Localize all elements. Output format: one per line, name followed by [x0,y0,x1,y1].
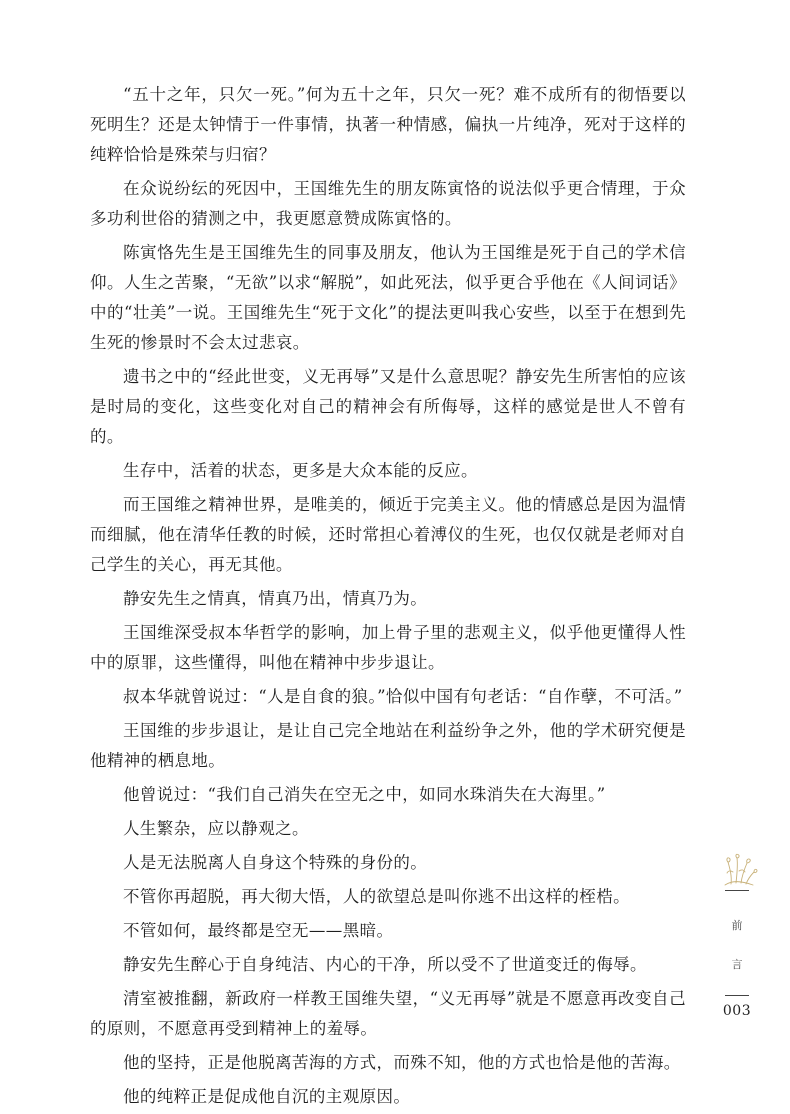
flower-sketch-icon [719,852,759,888]
page-number: 003 [722,1003,752,1019]
paragraph: 生存中，活着的状态，更多是大众本能的反应。 [123,461,478,480]
paragraph: 不管如何，最终都是空无——黑暗。 [123,921,394,940]
paragraph: “五十之年，只欠一死。”何为五十之年，只欠一死？难不成所有的彻悟要以死明生？还是太钟情于一件事情，执著一种情感，偏执一片纯净，死对于这样的纯粹恰恰是殊荣与归宿？ [90,85,686,164]
side-tab-char: 前 [731,919,743,932]
paragraph: 遗书之中的“经此世变，义无再辱”又是什么意思呢？静安先生所害怕的应该是时局的变化，这些变化对自己的精神会有所侮辱，这样的感觉是世人不曾有的。 [90,367,686,446]
paragraph: 静安先生之情真，情真乃出，情真乃为。 [123,589,428,608]
side-tab-char: 言 [731,958,743,971]
paragraph: 人生繁杂，应以静观之。 [123,819,309,838]
paragraph: 陈寅恪先生是王国维先生的同事及朋友，他认为王国维是死于自己的学术信仰。人生之苦聚，“无欲”以求“解脱”，如此死法，似乎更合乎他在《人间词话》中的“壮美”一说。王国维先生“死于文化”的提法更叫我心安些，以至于在想到先生死的惨景时不会太过悲哀。 [90,243,686,352]
paragraph: 在众说纷纭的死因中，王国维先生的朋友陈寅恪的说法似乎更合情理，于众多功利世俗的猜测之中，我更愿意赞成陈寅恪的。 [90,179,686,228]
paragraph: 静安先生醉心于自身纯洁、内心的干净，所以受不了世道变迁的侮辱。 [123,955,647,974]
paragraph: 人是无法脱离人自身这个特殊的身份的。 [123,853,428,872]
paragraph: 他的坚持，正是他脱离苦海的方式，而殊不知，他的方式也恰是他的苦海。 [123,1053,681,1072]
paragraph: 清室被推翻，新政府一样教王国维失望，“义无再辱”就是不愿意再改变自己的原则，不愿意再受到精神上的羞辱。 [90,989,686,1038]
paragraph: 王国维的步步退让，是让自己完全地站在利益纷争之外，他的学术研究便是他精神的栖息地。 [90,721,686,770]
paragraph: 叔本华就曾说过：“人是自食的狼。”恰似中国有句老话：“自作孽，不可活。” [123,687,683,706]
paragraph: 不管你再超脱，再大彻大悟，人的欲望总是叫你逃不出这样的桎梏。 [123,887,630,906]
chapter-side-tab [713,852,761,1052]
paragraph: 他曾说过：“我们自己消失在空无之中，如同水珠消失在大海里。” [123,785,606,804]
paragraph: 而王国维之精神世界，是唯美的，倾近于完美主义。他的情感总是因为温情而细腻，他在清华任教的时候，还时常担心着溥仪的生死，也仅仅就是老师对自己学生的关心，再无其他。 [90,495,686,574]
side-rule-bottom [725,995,749,996]
paragraph: 王国维深受叔本华哲学的影响，加上骨子里的悲观主义，似乎他更懂得人性中的原罪，这些懂得，叫他在精神中步步退让。 [90,623,686,672]
page-body [90,80,686,1112]
side-rule-top [725,890,749,891]
paragraph: 他的纯粹正是促成他自沉的主观原因。 [123,1087,411,1106]
